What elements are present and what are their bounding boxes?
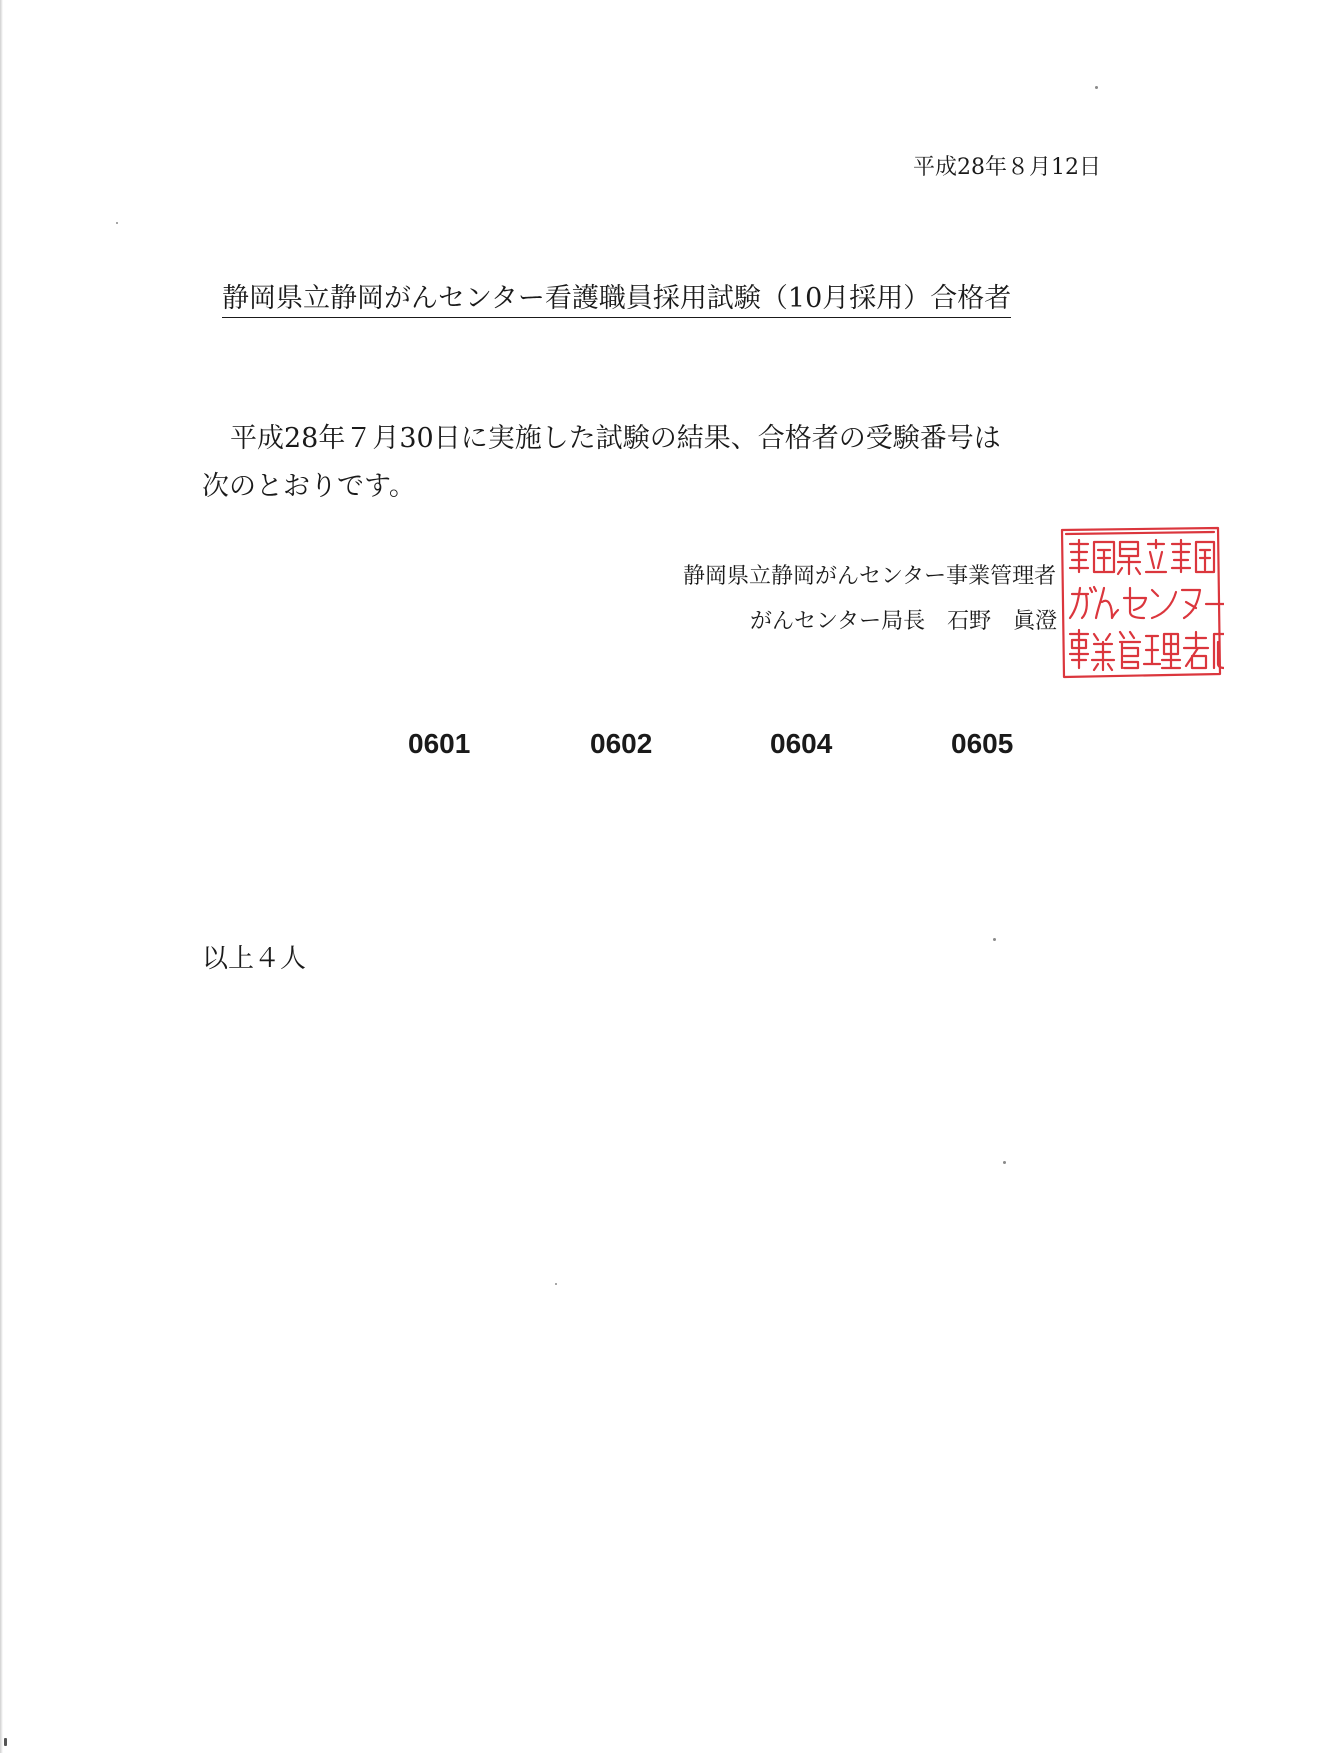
scan-speck (1095, 86, 1098, 89)
passing-number: 0601 (408, 728, 471, 759)
issuer-position: がんセンター局長 (750, 609, 926, 634)
scan-page-edge (0, 0, 3, 1753)
issuer-given-name: 眞澄 (1013, 609, 1058, 634)
scan-speck (4, 1738, 7, 1746)
announcement-text (202, 415, 1082, 511)
announcement-line-2: 次のとおりです。 (202, 471, 416, 502)
announcement-line-1: 平成28年７月30日に実施した試験の結果、合格者の受験番号は (230, 423, 1001, 454)
scan-speck (555, 1283, 557, 1285)
passing-number: 0602 (590, 728, 653, 759)
passing-count-summary: 以上４人 (202, 944, 307, 974)
issuer-surname: 石野 (947, 609, 992, 634)
passing-number: 0604 (770, 728, 833, 759)
issuer-person (750, 604, 1057, 635)
passing-numbers-list (0, 728, 1325, 768)
official-seal (1058, 524, 1224, 682)
passing-number: 0605 (951, 728, 1014, 759)
document-title: 静岡県立静岡がんセンター看護職員採用試験（10月採用）合格者 (222, 282, 1011, 318)
scan-speck (993, 938, 996, 941)
document-date: 平成28年８月12日 (913, 155, 1101, 180)
scan-speck (116, 222, 118, 224)
issuer-organization: 静岡県立静岡がんセンター事業管理者 (683, 564, 1057, 589)
scan-speck (1003, 1161, 1006, 1164)
